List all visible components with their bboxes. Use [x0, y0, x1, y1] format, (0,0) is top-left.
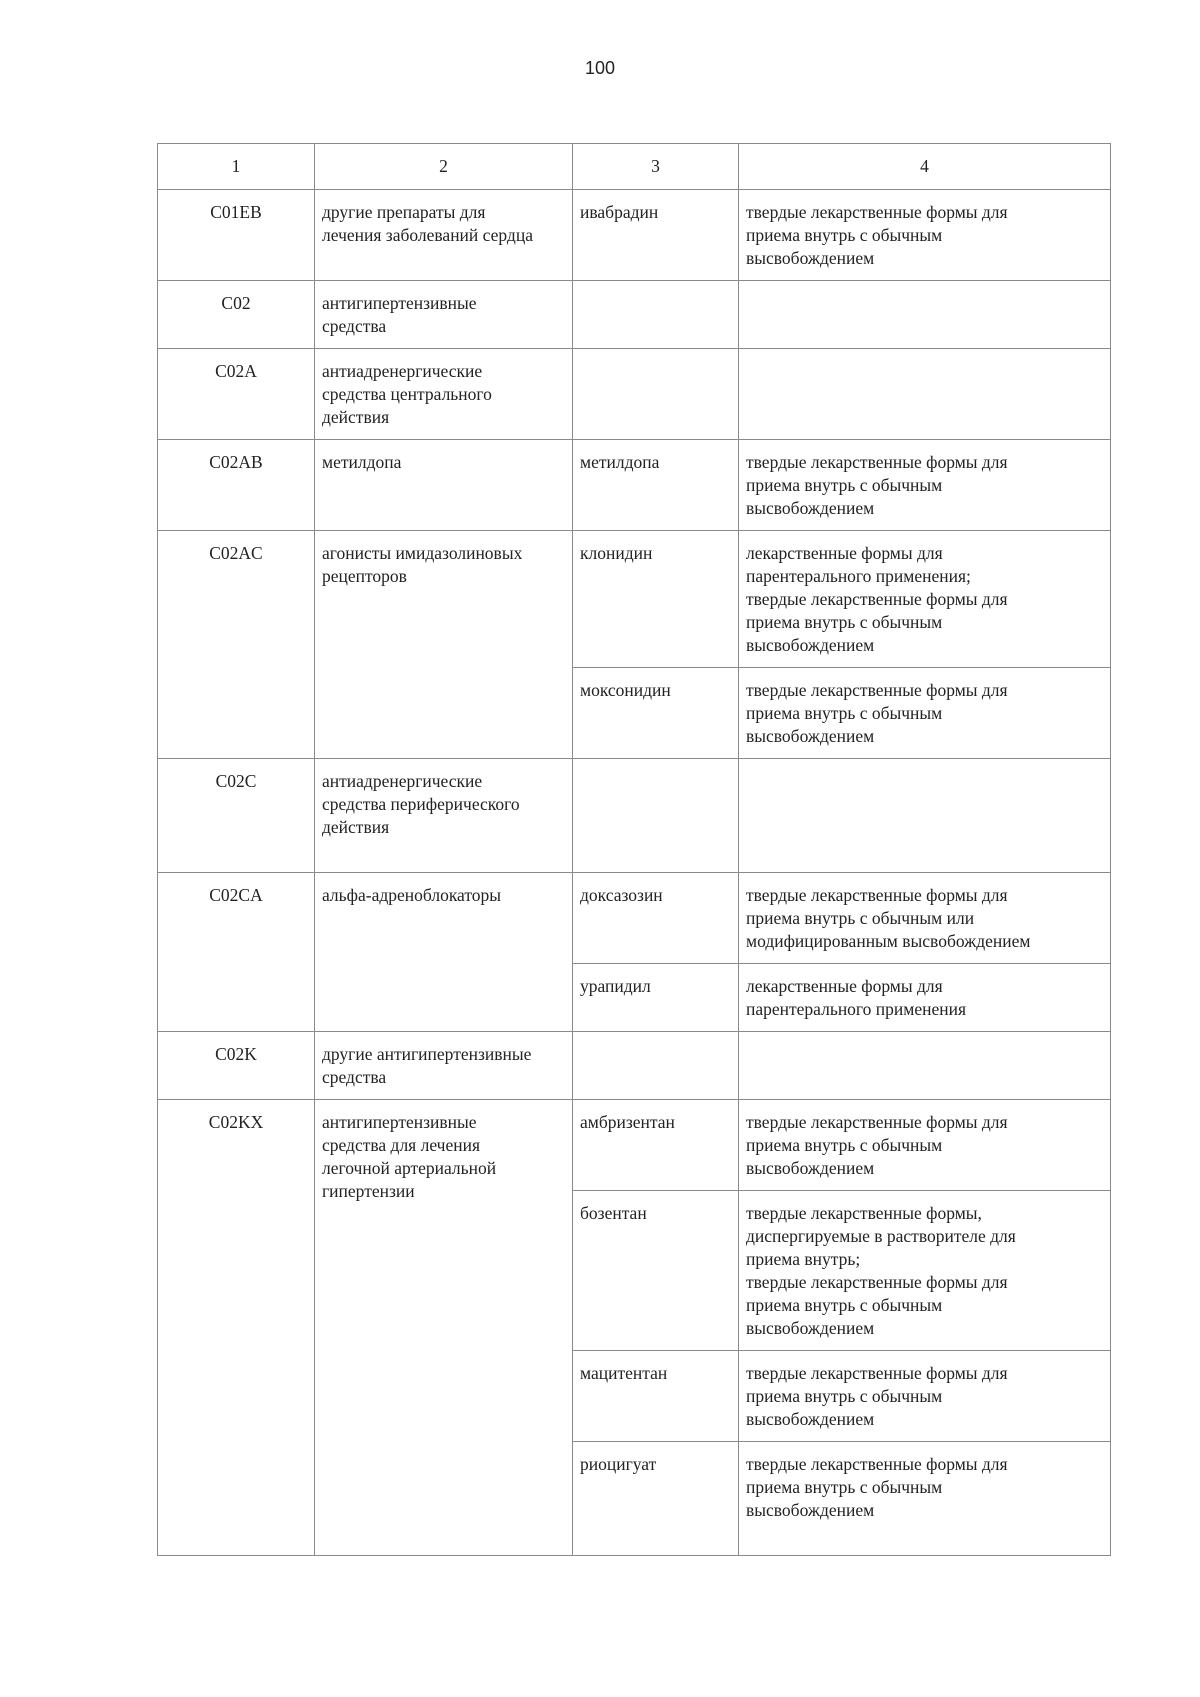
drug-name: моксонидин	[573, 668, 739, 759]
drug-name: мацитентан	[573, 1351, 739, 1442]
drug-name: ивабрадин	[573, 190, 739, 281]
header-col-2: 2	[315, 144, 573, 190]
dosage-form	[739, 349, 1111, 440]
atc-code: C02AC	[158, 531, 315, 759]
dosage-form	[739, 759, 1111, 873]
atc-code: C02A	[158, 349, 315, 440]
dosage-form: твердые лекарственные формы, диспергируемые в растворителе для приема внутрь; твердые лекарственные формы для приема внутрь с обычным высвобождением	[739, 1191, 1111, 1351]
drug-table	[157, 143, 1111, 1556]
drug-name: бозентан	[573, 1191, 739, 1351]
dosage-form: лекарственные формы для парентерального применения; твердые лекарственные формы для приема внутрь с обычным высвобождением	[739, 531, 1111, 668]
atc-code: C02K	[158, 1032, 315, 1100]
drug-name: клонидин	[573, 531, 739, 668]
group-name: метилдопа	[315, 440, 573, 531]
dosage-form: твердые лекарственные формы для приема внутрь с обычным высвобождением	[739, 440, 1111, 531]
dosage-form: твердые лекарственные формы для приема внутрь с обычным высвобождением	[739, 1442, 1111, 1556]
drug-name	[573, 759, 739, 873]
header-col-1: 1	[158, 144, 315, 190]
dosage-form: твердые лекарственные формы для приема внутрь с обычным высвобождением	[739, 668, 1111, 759]
group-name: другие антигипертензивные средства	[315, 1032, 573, 1100]
group-name: антигипертензивные средства	[315, 281, 573, 349]
drug-name: амбризентан	[573, 1100, 739, 1191]
atc-code: C01EB	[158, 190, 315, 281]
table-row	[158, 1100, 1111, 1191]
table-row	[158, 190, 1111, 281]
atc-code: C02KX	[158, 1100, 315, 1556]
group-name: антигипертензивные средства для лечения легочной артериальной гипертензии	[315, 1100, 573, 1556]
table-row	[158, 873, 1111, 964]
drug-name: метилдопа	[573, 440, 739, 531]
atc-code: C02	[158, 281, 315, 349]
table-header-row	[158, 144, 1111, 190]
drug-name: риоцигуат	[573, 1442, 739, 1556]
header-col-3: 3	[573, 144, 739, 190]
table-row	[158, 759, 1111, 873]
header-col-4: 4	[739, 144, 1111, 190]
dosage-form: лекарственные формы для парентерального применения	[739, 964, 1111, 1032]
table-row	[158, 531, 1111, 668]
group-name: другие препараты для лечения заболеваний сердца	[315, 190, 573, 281]
atc-code: C02AB	[158, 440, 315, 531]
dosage-form	[739, 1032, 1111, 1100]
atc-code: C02CA	[158, 873, 315, 1032]
table-row	[158, 440, 1111, 531]
dosage-form: твердые лекарственные формы для приема внутрь с обычным высвобождением	[739, 1100, 1111, 1191]
group-name: агонисты имидазолиновых рецепторов	[315, 531, 573, 759]
drug-name	[573, 281, 739, 349]
drug-name	[573, 1032, 739, 1100]
group-name: антиадренергические средства периферического действия	[315, 759, 573, 873]
table-row	[158, 349, 1111, 440]
dosage-form: твердые лекарственные формы для приема внутрь с обычным высвобождением	[739, 190, 1111, 281]
atc-code: C02C	[158, 759, 315, 873]
group-name: антиадренергические средства центрального действия	[315, 349, 573, 440]
drug-name: доксазозин	[573, 873, 739, 964]
dosage-form: твердые лекарственные формы для приема внутрь с обычным высвобождением	[739, 1351, 1111, 1442]
drug-name	[573, 349, 739, 440]
dosage-form: твердые лекарственные формы для приема внутрь с обычным или модифицированным высвобождением	[739, 873, 1111, 964]
drug-name: урапидил	[573, 964, 739, 1032]
dosage-form	[739, 281, 1111, 349]
table-row	[158, 1032, 1111, 1100]
table-row	[158, 281, 1111, 349]
group-name: альфа-адреноблокаторы	[315, 873, 573, 1032]
page-number: 100	[584, 58, 616, 78]
